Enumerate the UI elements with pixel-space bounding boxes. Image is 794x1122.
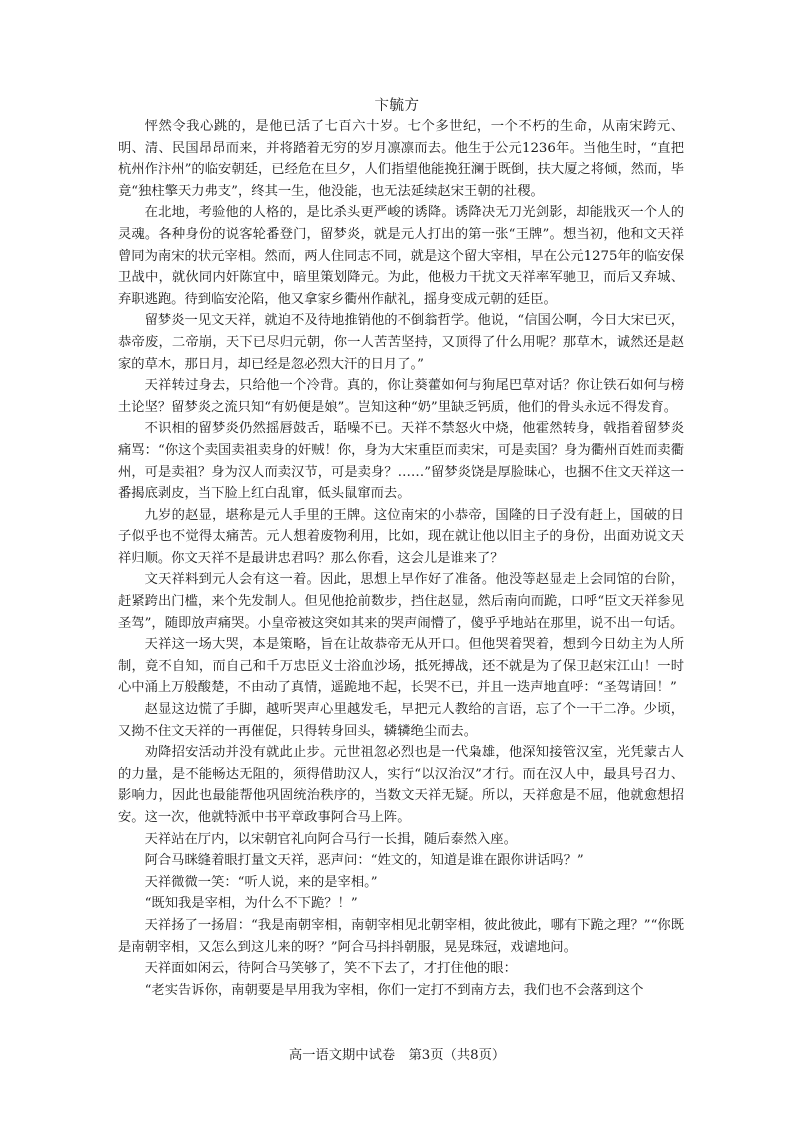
paragraph-7: 文天祥料到元人会有这一着。因此，思想上早作好了准备。他没等赵显走上会同馆的台阶，赶紧跨出门槛，来个先发制人。但见他抢前数步，挡住赵显，然后南向而跪，口呼“臣文天祥参见圣驾”，随即放声痛哭。小皇帝被这突如其来的哭声闹懵了，傻乎乎地站在那里，说不出一句话。 [118, 572, 684, 631]
paragraph-14: “既知我是宰相，为什么不下跪？！” [144, 896, 358, 912]
paragraph-10: 劝降招安活动并没有就此止步。元世祖忽必烈也是一代枭雄，他深知接管汉室，光凭蒙古人的力量，是不能畅达无阻的，须得借助汉人，实行“以汉治汉”才行。而在汉人中，最具号召力、影响力，因此也最能帮他巩固统治秩序的，当数文天祥无疑。所以，天祥愈是不屈，他就愈想招安。这一次，他就特派中书平章政事阿合马上阵。 [118, 745, 684, 825]
paragraph-1: 怦然令我心跳的，是他已活了七百六十岁。七个多世纪，一个不朽的生命，从南宋跨元、明、清、民国昂昂而来，并将踏着无穷的岁月凛凛而去。他生于公元1236年。当他生时，“直把杭州作汴州”的临安朝廷，已经危在旦夕，人们指望他能挽狂澜于既倒，扶大厦之将倾，然而，毕竟“独柱擎天力弗支”，终其一生，他没能，也无法延续赵宋王朝的社稷。 [118, 119, 684, 199]
paragraph-4: 天祥转过身去，只给他一个冷背。真的，你让葵藿如何与狗尾巴草对话？你让铁石如何与榜土论坚？留梦炎之流只知“有奶便是娘”。岂知这种“奶”里缺乏钙质，他们的骨头永远不得发育。 [118, 378, 684, 415]
paragraph-11: 天祥站在厅内，以宋朝官礼向阿合马行一长揖，随后泰然入座。 [144, 831, 517, 847]
paragraph-13: 天祥微微一笑：“听人说，来的是宰相。” [144, 874, 378, 890]
paragraph-17: “老实告诉你，南朝要是早用我为宰相，你们一定打不到南方去，我们也不会落到这个 [144, 982, 644, 998]
page-footer: 高一语文期中试卷 第3页（共8页） [288, 1048, 506, 1063]
paragraph-8: 天祥这一场大哭，本是策略，旨在让故恭帝无从开口。但他哭着哭着，想到今日幼主为人所制，竟不自知，而自己和千万忠臣义士浴血沙场，抵死搏战，还不就是为了保卫赵宋江山！一时心中涌上万般酸楚，不由动了真情，遥跪地不起，长哭不已，并且一迭声地直呼：“圣驾请回！” [118, 637, 684, 696]
paragraph-12: 阿合马眯缝着眼打量文天祥，恶声问：“姓文的，知道是谁在跟你讲话吗？” [144, 853, 584, 869]
paragraph-5: 不识相的留梦炎仍然摇唇鼓舌，聒噪不已。天祥不禁怒火中烧，他霍然转身，戟指着留梦炎痛骂：“你这个卖国卖祖卖身的奸贼！你，身为大宋重臣而卖宋，可是卖国？身为衢州百姓而卖衢州，可是卖祖？身为汉人而卖汉节，可是卖身？……”留梦炎饶是厚脸昧心，也捆不住文天祥这一番揭底剥皮，当下脸上红白乱窜，低头鼠窜而去。 [118, 421, 684, 502]
author-name: 卞毓方 [374, 98, 420, 114]
paragraph-15: 天祥扬了一扬眉：“我是南朝宰相，南朝宰相见北朝宰相，彼此彼此，哪有下跪之理？”“你既是南朝宰相，又怎么到这儿来的呀？”阿合马抖抖朝服，晃晃珠冠，戏谑地问。 [118, 917, 684, 955]
paragraph-16: 天祥面如闲云，待阿合马笑够了，笑不下去了，才打住他的眼： [144, 961, 517, 977]
paragraph-9: 赵显这边慌了手脚，越听哭声心里越发毛，早把元人教给的言语，忘了个一干二净。少顷，又拗不住文天祥的一再催促，只得转身回头，辚辚绝尘而去。 [118, 702, 684, 739]
paragraph-2: 在北地，考验他的人格的，是比杀头更严峻的诱降。诱降决无刀光剑影，却能戕灭一个人的灵魂。各种身份的说客轮番登门，留梦炎，就是元人打出的第一张“王牌”。想当初，他和文天祥曾同为南宋的状元宰相。然而，两人住同志不同，就是这个留大宰相，早在公元1275年的临安保卫战中，就伙同内奸陈宜中，暗里策划降元。为此，他极力干扰文天祥率军驰卫，而后又弃城、弃职逃跑。待到临安沦陷，他又拿家乡衢州作献礼，摇身变成元朝的廷臣。 [118, 205, 684, 307]
paragraph-6: 九岁的赵显，堪称是元人手里的王牌。这位南宋的小恭帝，国隆的日子没有赶上，国破的日子似乎也不觉得太痛苦。元人想着废物利用，比如，现在就让他以旧主子的身份，出面劝说文天祥归顺。你文天祥不是最讲忠君吗？那么你看，这会儿是谁来了？ [118, 507, 684, 566]
passage-body [118, 116, 684, 1001]
paragraph-3: 留梦炎一见文天祥，就迫不及待地推销他的不倒翁哲学。他说，“信国公啊，今日大宋已灭，恭帝废，二帝崩，天下已尽归元朝，你一人苦苦坚持，又顶得了什么用呢？那草木，诚然还是赵家的草木，那日月，却已经是忽必烈大汗的日月了。” [118, 313, 684, 372]
